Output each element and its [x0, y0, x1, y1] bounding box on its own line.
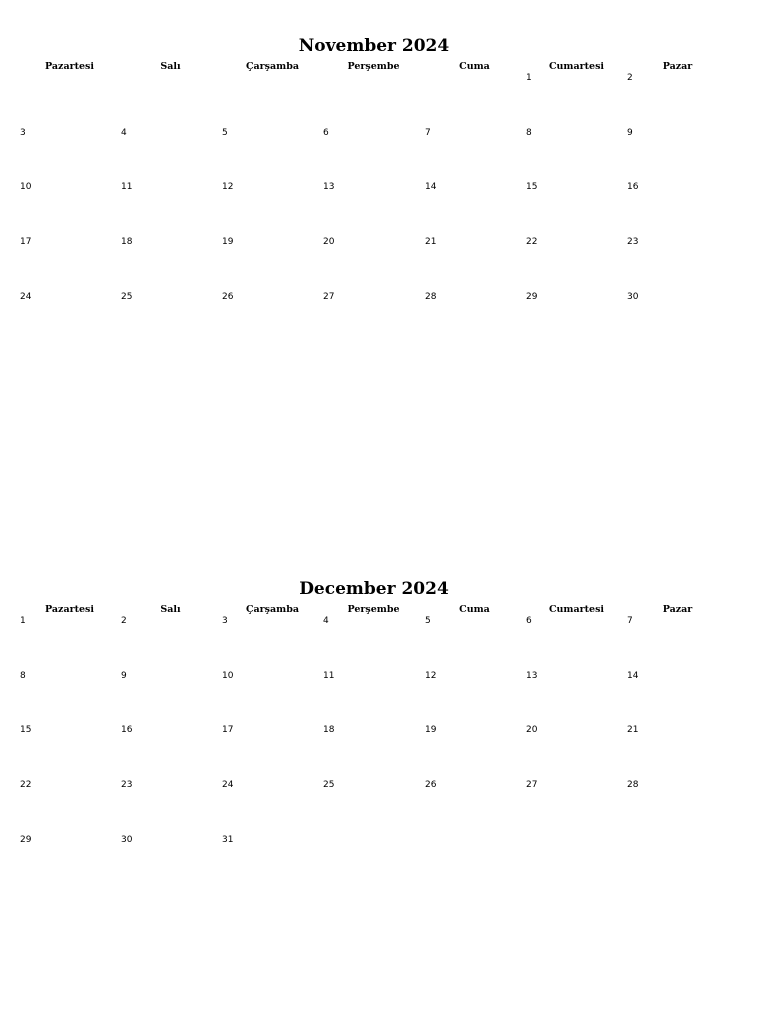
day-number: 1: [526, 73, 532, 83]
day-number: 28: [425, 291, 437, 302]
weekday-header-saturday: Cumartesi: [548, 61, 605, 72]
day-number: 15: [20, 725, 32, 736]
day-number: 18: [121, 237, 133, 248]
month-title: December 2024: [299, 579, 449, 599]
day-number: 21: [627, 725, 639, 736]
day-number: 1: [20, 616, 26, 626]
day-number: 19: [222, 237, 234, 248]
day-number: 20: [526, 725, 538, 736]
day-number: 8: [526, 127, 532, 138]
day-number: 4: [323, 616, 329, 626]
day-number: 29: [526, 291, 538, 302]
day-number: 2: [627, 73, 633, 83]
day-number: 15: [526, 182, 538, 193]
weekday-header-thursday: Perşembe: [347, 604, 400, 615]
day-number: 7: [627, 616, 633, 626]
day-number: 12: [222, 182, 234, 193]
day-number: 5: [222, 127, 228, 138]
day-number: 17: [222, 725, 234, 736]
day-number: 19: [425, 725, 437, 736]
day-number: 22: [526, 237, 538, 248]
weekday-header-thursday: Perşembe: [347, 61, 400, 72]
day-number: 4: [121, 127, 127, 138]
day-number: 13: [323, 182, 335, 193]
day-number: 27: [323, 291, 335, 302]
weekday-header-monday: Pazartesi: [45, 61, 94, 72]
day-number: 31: [222, 834, 234, 845]
day-number: 12: [425, 670, 437, 681]
day-number: 26: [222, 291, 234, 302]
day-number: 10: [222, 670, 234, 681]
day-number: 6: [323, 127, 329, 138]
day-number: 30: [627, 291, 639, 302]
day-number: 16: [121, 725, 133, 736]
day-number: 2: [121, 616, 127, 626]
day-number: 3: [20, 127, 26, 138]
day-number: 13: [526, 670, 538, 681]
weekday-header-wednesday: Çarşamba: [245, 61, 300, 72]
day-number: 11: [121, 182, 133, 193]
weekday-header-wednesday: Çarşamba: [245, 604, 300, 615]
weekday-header-sunday: Pazar: [662, 61, 693, 72]
day-number: 14: [627, 670, 639, 681]
day-number: 10: [20, 182, 32, 193]
day-number: 27: [526, 780, 538, 791]
day-number: 30: [121, 834, 133, 845]
day-number: 24: [222, 780, 234, 791]
day-number: 6: [526, 616, 532, 626]
day-number: 9: [627, 127, 633, 138]
day-number: 23: [121, 780, 133, 791]
day-number: 17: [20, 237, 32, 248]
weekday-header-tuesday: Salı: [160, 61, 181, 72]
weekday-header-saturday: Cumartesi: [548, 604, 605, 615]
day-number: 18: [323, 725, 335, 736]
day-number: 21: [425, 237, 437, 248]
day-number: 29: [20, 834, 32, 845]
day-number: 9: [121, 670, 127, 681]
weekday-header-tuesday: Salı: [160, 604, 181, 615]
weekday-header-monday: Pazartesi: [45, 604, 94, 615]
weekday-header-friday: Cuma: [459, 604, 490, 615]
weekday-header-friday: Cuma: [459, 61, 490, 72]
day-number: 3: [222, 616, 228, 626]
day-number: 22: [20, 780, 32, 791]
day-number: 28: [627, 780, 639, 791]
day-number: 16: [627, 182, 639, 193]
day-number: 25: [323, 780, 335, 791]
day-number: 23: [627, 237, 639, 248]
month-title: November 2024: [298, 36, 450, 56]
day-number: 26: [425, 780, 437, 791]
day-number: 8: [20, 670, 26, 681]
day-number: 14: [425, 182, 437, 193]
day-number: 20: [323, 237, 335, 248]
day-number: 11: [323, 670, 335, 681]
day-number: 5: [425, 616, 431, 626]
weekday-header-sunday: Pazar: [662, 604, 693, 615]
day-number: 7: [425, 127, 431, 138]
day-number: 24: [20, 291, 32, 302]
day-number: 25: [121, 291, 133, 302]
